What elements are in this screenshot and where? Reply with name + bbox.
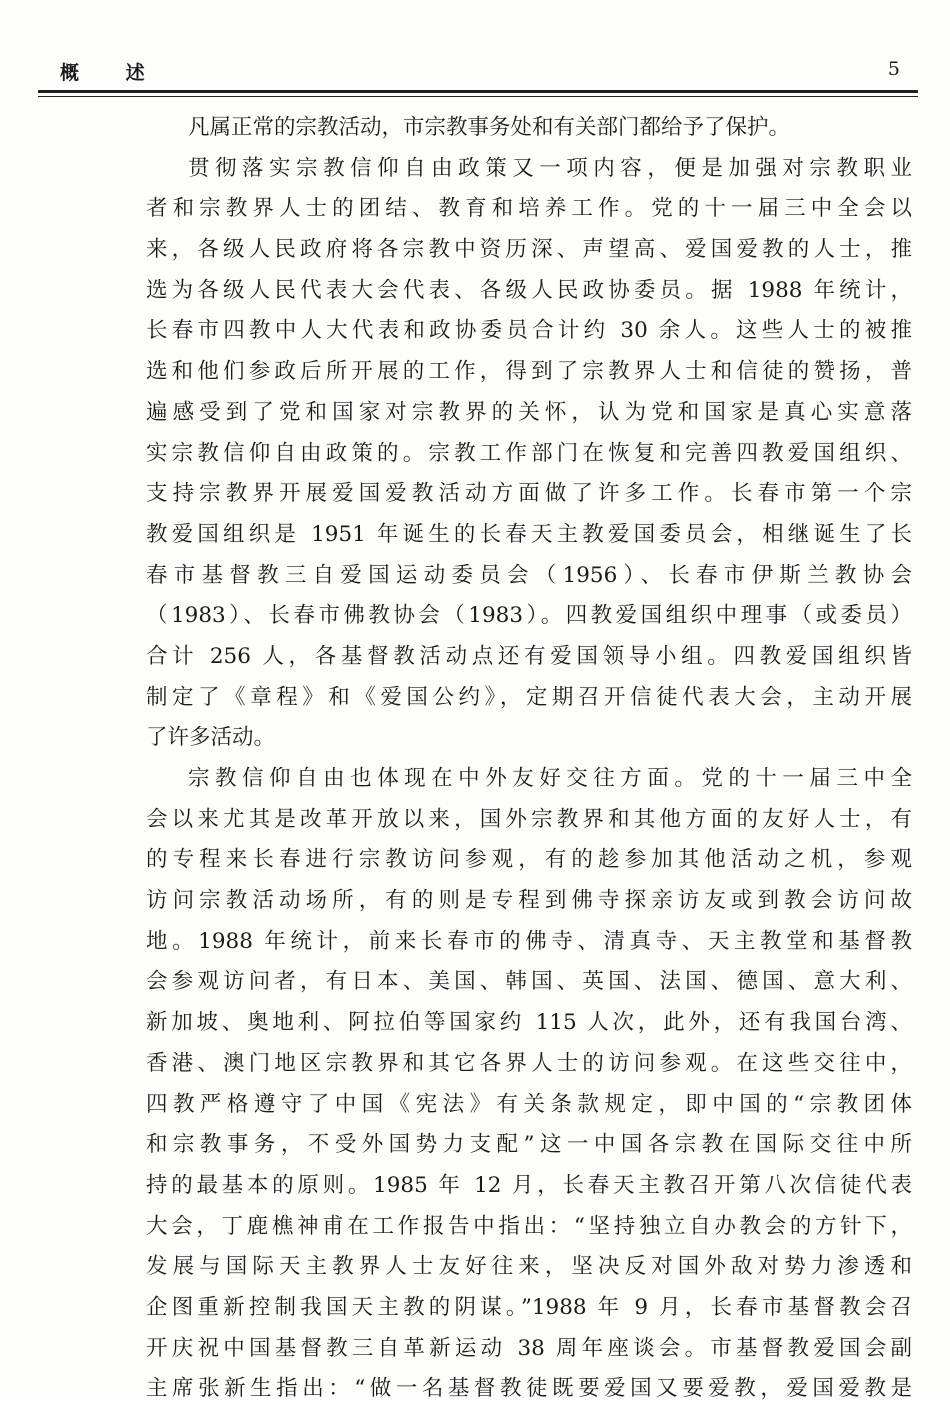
text-line: 发展与国际天主教界人士友好往来，坚决反对国外敌对势力渗透和 [146,1254,912,1280]
header-rule-thick [38,90,918,93]
text-line: 主席张新生指出：“做一名基督教徒既要爱国又要爱教，爱国爱教是 [146,1376,912,1402]
text-line: 持的最基本的原则。1985 年 12 月，长春天主教召开第八次信徒代表 [146,1172,912,1198]
text-line: 贯彻落实宗教信仰自由政策又一项内容，便是加强对宗教职业 [188,155,912,181]
text-line: 会以来尤其是改革开放以来，国外宗教界和其他方面的友好人士，有 [146,806,912,832]
text-line: 春市基督教三自爱国运动委员会（1956）、长春市伊斯兰教协会 [146,562,912,588]
text-line: 会参观访问者，有日本、美国、韩国、英国、法国、德国、意大利、 [146,969,912,995]
text-line: 教爱国组织是 1951 年诞生的长春天主教爱国委员会，相继诞生了长 [146,521,912,547]
text-line: 和宗教事务，不受外国势力支配”这一中国各宗教在国际交往中所 [146,1132,912,1158]
text-line: 制定了《章程》和《爱国公约》，定期召开信徒代表大会，主动开展 [146,684,912,710]
text-line: 地。1988 年统计，前来长春市的佛寺、清真寺、天主教堂和基督教 [146,928,912,954]
header-rule-thin [38,96,918,97]
text-line: 来，各级人民政府将各宗教中资历深、声望高、爱国爱教的人士，推 [146,237,912,263]
text-line: 的专程来长春进行宗教访问参观，有的趁参加其他活动之机，参观 [146,847,912,873]
text-line: 香港、澳门地区宗教界和其它各界人士的访问参观。在这些交往中， [146,1050,912,1076]
text-line: 者和宗教界人士的团结、教育和培养工作。党的十一届三中全会以 [146,196,912,222]
text-line: 开庆祝中国基督教三自革新运动 38 周年座谈会。市基督教爱国会副 [146,1335,912,1361]
text-line: 新加坡、奥地利、阿拉伯等国家约 115 人次，此外，还有我国台湾、 [146,1010,912,1036]
text-line: 了许多活动。 [146,725,276,751]
text-line: 企图重新控制我国天主教的阴谋。”1988 年 9 月，长春市基督教会召 [146,1294,912,1320]
text-line: 遍感受到了党和国家对宗教界的关怀，认为党和国家是真心实意落 [146,399,912,425]
text-line: 宗教信仰自由也体现在中外友好交往方面。党的十一届三中全 [188,766,912,791]
text-line: 四教严格遵守了中国《宪法》有关条款规定，即中国的“宗教团体 [146,1091,912,1117]
body-text [146,108,912,1410]
text-line: 选为各级人民代表大会代表、各级人民政协委员。据 1988 年统计， [146,277,912,303]
page-number: 5 [887,58,900,80]
text-line: （1983）、长春市佛教协会（1983）。四教爱国组织中理事（或委员） [146,603,912,629]
text-line: 大会，丁鹿樵神甫在工作报告中指出：“坚持独立自办教会的方针下， [146,1213,912,1239]
text-line: 选和他们参政后所开展的工作，得到了宗教界人士和信徒的赞扬，普 [146,359,912,385]
running-header [60,58,920,88]
text-line: 支持宗教界开展爱国爱教活动方面做了许多工作。长春市第一个宗 [146,481,912,507]
text-line: 合计 256 人，各基督教活动点还有爱国领导小组。四教爱国组织皆 [146,643,912,669]
chapter-title: 概 述 [60,62,165,84]
text-line: 凡属正常的宗教活动，市宗教事务处和有关部门都给予了保护。 [188,115,791,140]
text-line: 实宗教信仰自由政策的。宗教工作部门在恢复和完善四教爱国组织、 [146,440,912,466]
text-line: 长春市四教中人大代表和政协委员合计约 30 余人。这些人士的被推 [146,318,912,344]
text-line: 访问宗教活动场所，有的则是专程到佛寺探亲访友或到教会访问故 [146,888,912,914]
